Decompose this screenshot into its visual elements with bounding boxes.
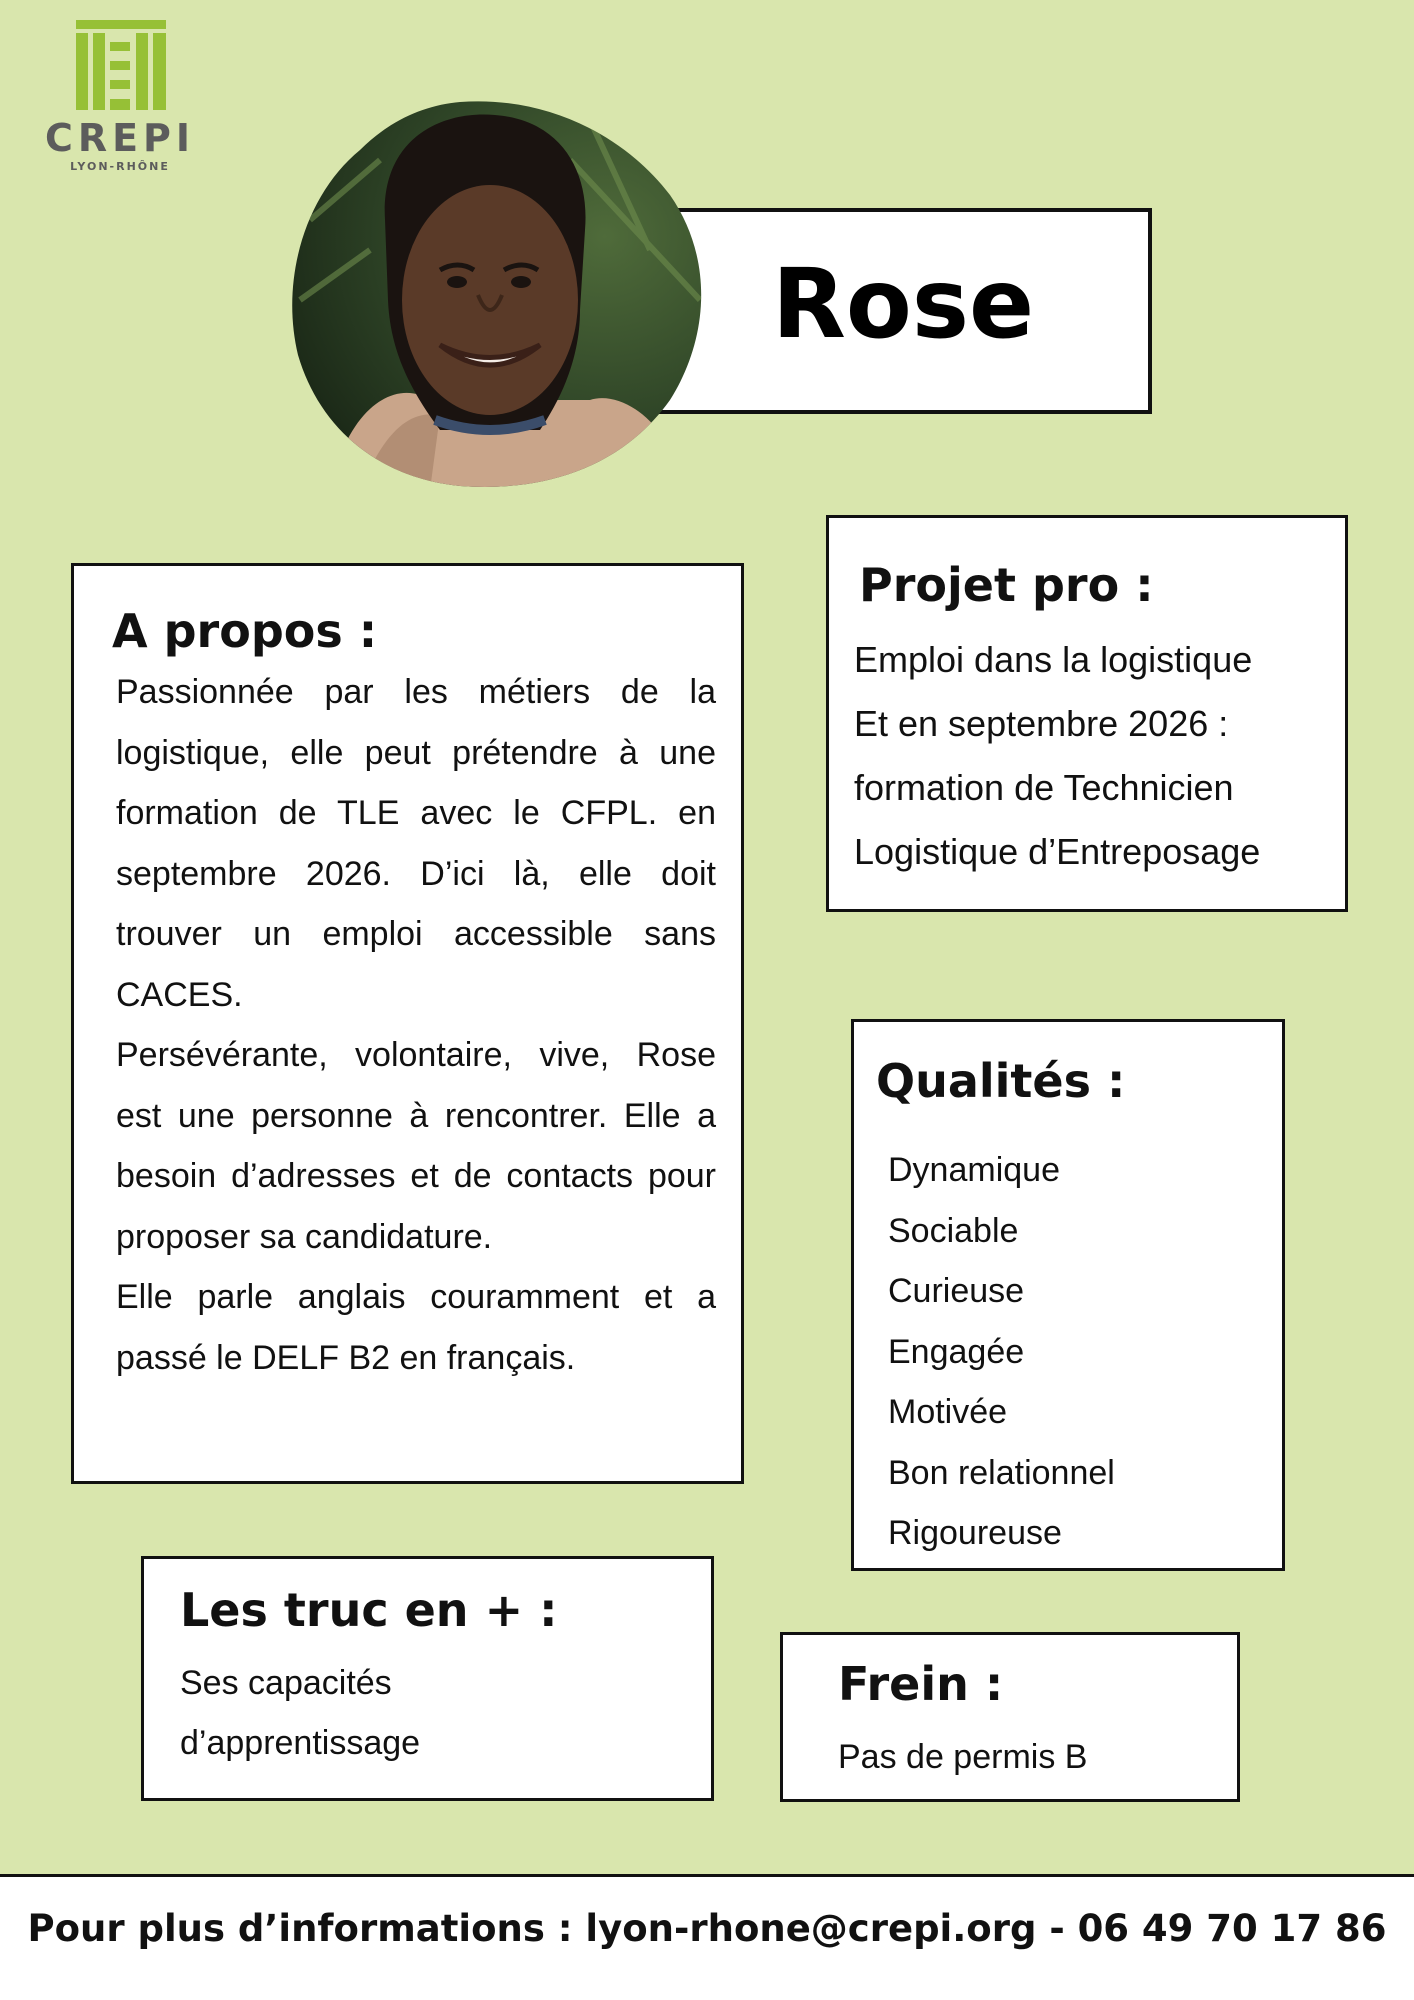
footer-contact: Pour plus d’informations : lyon-rhone@crepi.org - 06 49 70 17 86 <box>27 1907 1387 1950</box>
list-item: Motivée <box>888 1393 1008 1431</box>
qualities-list <box>888 1140 1115 1564</box>
project-card <box>826 515 1348 912</box>
project-line: Emploi dans la logistique <box>854 639 1253 680</box>
footer <box>0 1877 1414 2000</box>
project-line: Et en septembre 2026 : <box>854 703 1229 744</box>
extras-lines <box>180 1653 420 1773</box>
about-paragraph: Elle parle anglais couramment et a passé le DELF B2 en français. <box>116 1278 716 1377</box>
obstacle-line: Pas de permis B <box>838 1738 1088 1776</box>
about-card <box>71 563 744 1484</box>
project-line: Logistique d’Entreposage <box>854 831 1261 872</box>
list-item: Bon relationnel <box>888 1453 1115 1492</box>
obstacle-lines <box>838 1727 1087 1787</box>
project-line: formation de Technicien <box>854 767 1234 808</box>
obstacle-card <box>780 1632 1240 1802</box>
crepi-logo <box>40 20 210 173</box>
candidate-photo <box>290 100 710 490</box>
about-paragraph: Persévérante, volontaire, vive, Rose est une personne à rencontrer. Elle a besoin d’adresses et de contacts pour proposer sa candidature. <box>116 1036 716 1256</box>
obstacle-title: Frein : <box>838 1657 1004 1711</box>
qualities-card <box>851 1019 1285 1571</box>
extras-line: d’apprentissage <box>180 1724 421 1762</box>
list-item: Engagée <box>888 1332 1025 1371</box>
about-paragraph: Passionnée par les métiers de la logistique, elle peut prétendre à une formation de TLE avec le CFPL. en septembre 2026. D’ici là, elle doit trouver un emploi accessible sans CACES. <box>116 673 716 1014</box>
logo-subtitle: LYON-RHÔNE <box>70 160 170 173</box>
extras-title: Les truc en + : <box>180 1583 558 1637</box>
crepi-logo-icon <box>76 20 166 110</box>
project-lines <box>854 628 1260 884</box>
about-body <box>116 662 716 1388</box>
logo-wordmark: CREPI <box>44 116 196 160</box>
qualities-title: Qualités : <box>876 1054 1126 1108</box>
name-box <box>658 208 1152 414</box>
list-item: Rigoureuse <box>888 1514 1062 1552</box>
project-title: Projet pro : <box>859 558 1154 612</box>
candidate-name: Rose <box>772 248 1035 360</box>
list-item: Curieuse <box>888 1272 1025 1310</box>
extras-line: Ses capacités <box>180 1664 392 1702</box>
extras-card <box>141 1556 714 1801</box>
list-item: Sociable <box>888 1211 1019 1250</box>
list-item: Dynamique <box>888 1151 1060 1189</box>
about-title: A propos : <box>112 604 378 658</box>
